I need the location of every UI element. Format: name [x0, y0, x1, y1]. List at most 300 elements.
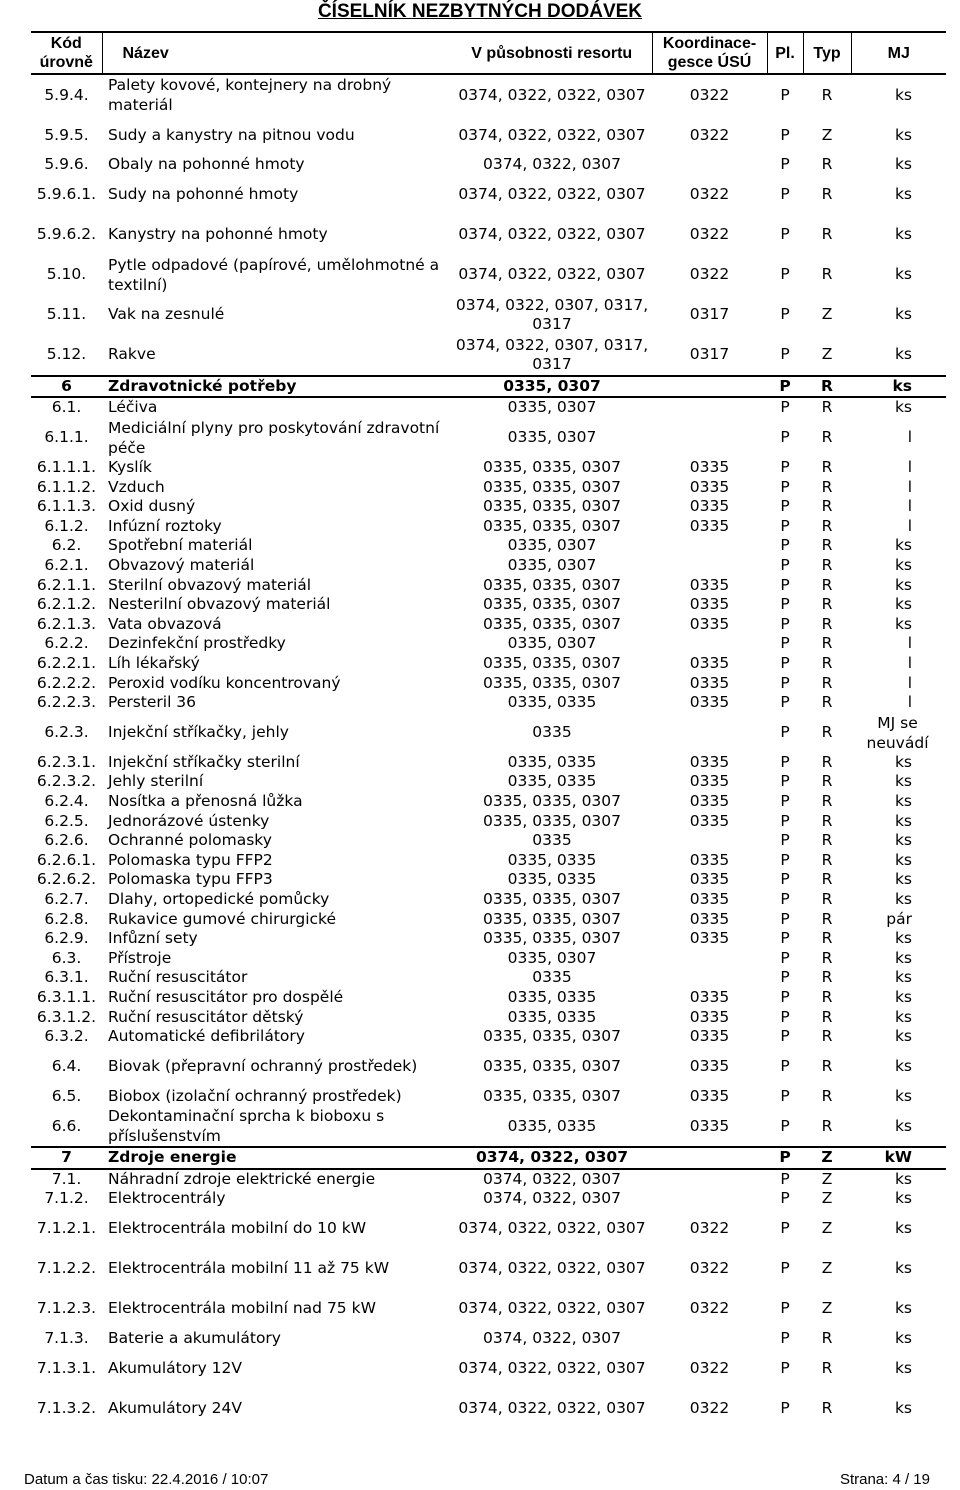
row-scope: 0335, 0307 — [507, 398, 597, 417]
row-mj: ks — [894, 948, 912, 967]
row-scope: 0335, 0335 — [507, 870, 597, 889]
row-typ: R — [821, 1116, 833, 1135]
row-name: Elektrocentrály — [108, 1189, 226, 1208]
row-scope: 0335, 0335 — [507, 772, 597, 791]
row-name: Kanystry na pohonné hmoty — [108, 225, 328, 244]
row-mj: ks — [894, 595, 912, 614]
row-name: Biobox (izolační ochranný prostředek) — [108, 1086, 402, 1105]
row-coordination: 0322 — [689, 125, 730, 144]
row-typ: R — [821, 265, 833, 284]
row-code: 6.2.2.3. — [36, 693, 97, 712]
row-coordination: 0335 — [689, 477, 730, 496]
row-typ: R — [821, 477, 833, 496]
row-typ: R — [821, 870, 833, 889]
row-coordination: 0335 — [689, 1116, 730, 1135]
row-pl: P — [767, 1147, 803, 1169]
row-coordination: 0335 — [689, 811, 730, 830]
row-typ: R — [821, 929, 833, 948]
row-typ: R — [821, 1007, 833, 1026]
row-code: 7.1.3.1. — [36, 1358, 97, 1377]
row-name: Elektrocentrála mobilní do 10 kW — [108, 1219, 367, 1238]
table-row — [31, 693, 946, 713]
row-pl: P — [780, 850, 790, 869]
row-pl: P — [780, 791, 790, 810]
row-coordination: 0335 — [689, 791, 730, 810]
row-code: 7.1.2.3. — [36, 1299, 97, 1318]
row-pl: P — [780, 1086, 790, 1105]
table-row — [31, 1289, 946, 1329]
row-code: 5.9.6.2. — [36, 225, 97, 244]
table-row — [31, 215, 946, 255]
row-mj: ks — [894, 265, 912, 284]
row-name: Injekční stříkačky sterilní — [108, 752, 300, 771]
row-scope: 0335, 0335 — [507, 1116, 597, 1135]
table-body — [31, 74, 946, 1428]
row-coordination: 0335 — [689, 772, 730, 791]
row-name: Sterilní obvazový materiál — [108, 575, 312, 594]
row-scope: 0374, 0322, 0307, 0317, 0317 — [455, 295, 649, 333]
table-row — [31, 890, 946, 910]
table-row — [31, 458, 946, 478]
table-row — [31, 1027, 946, 1047]
page-number: Strana: 4 / 19 — [839, 1471, 930, 1488]
row-mj: l — [907, 497, 912, 516]
row-name: Ruční resuscitátor dětský — [108, 1007, 304, 1026]
row-mj: ks — [894, 1086, 912, 1105]
row-scope: 0335, 0335, 0307 — [482, 791, 622, 810]
row-coordination: 0322 — [689, 85, 730, 104]
row-typ: R — [821, 556, 833, 575]
row-mj: ks — [894, 125, 912, 144]
row-code: 6.3.2. — [44, 1027, 89, 1046]
row-code: 6.1.1.2. — [36, 477, 97, 496]
row-code: 6.2.3.2. — [36, 772, 97, 791]
row-mj: ks — [894, 870, 912, 889]
row-coordination: 0335 — [689, 752, 730, 771]
table-row — [31, 74, 946, 115]
row-pl: P — [780, 477, 790, 496]
row-coordination: 0335 — [689, 1007, 730, 1026]
row-coordination — [652, 1147, 767, 1169]
row-name: Infůzní sety — [108, 929, 198, 948]
row-scope: 0374, 0322, 0322, 0307 — [458, 85, 646, 104]
row-coordination — [652, 713, 767, 753]
row-coordination: 0335 — [689, 870, 730, 889]
row-mj: l — [907, 634, 912, 653]
row-coordination — [652, 831, 767, 851]
header-coordination: Koordinace-gesce ÚSÚ — [652, 32, 767, 74]
table-row — [31, 1348, 946, 1388]
table-row — [31, 335, 946, 376]
header-code: Kód úrovně — [31, 32, 102, 74]
row-mj: ks — [894, 225, 912, 244]
row-mj: ks — [894, 1116, 912, 1135]
row-coordination: 0335 — [689, 987, 730, 1006]
row-pl: P — [780, 1219, 790, 1238]
row-pl: P — [780, 889, 790, 908]
table-row — [31, 831, 946, 851]
row-mj: ks — [894, 536, 912, 555]
row-pl: P — [780, 458, 790, 477]
row-code: 5.9.6.1. — [36, 185, 97, 204]
row-coordination: 0322 — [689, 1259, 730, 1278]
table-row — [31, 1388, 946, 1428]
row-coordination: 0322 — [689, 225, 730, 244]
row-typ: Z — [821, 1219, 833, 1238]
table-row — [31, 497, 946, 517]
row-typ: R — [821, 1358, 833, 1377]
row-code: 6.5. — [51, 1086, 82, 1105]
row-pl: P — [780, 909, 790, 928]
row-mj: ks — [894, 1259, 912, 1278]
row-typ: R — [821, 185, 833, 204]
row-name: Ruční resuscitátor pro dospělé — [108, 987, 344, 1006]
row-scope: 0335, 0335 — [507, 850, 597, 869]
row-typ: Z — [821, 1169, 833, 1188]
row-typ: R — [821, 634, 833, 653]
row-coordination — [652, 397, 767, 418]
row-code: 6.1. — [51, 398, 82, 417]
row-code: 6.2.1.3. — [36, 614, 97, 633]
row-coordination — [652, 418, 767, 458]
row-scope: 0335 — [532, 723, 572, 741]
row-typ: R — [821, 398, 833, 417]
row-scope: 0335, 0335, 0307 — [482, 1027, 622, 1046]
row-scope: 0335, 0307 — [507, 536, 597, 555]
row-pl: P — [780, 634, 790, 653]
row-mj: l — [907, 654, 912, 673]
row-pl: P — [780, 1189, 790, 1208]
row-coordination — [652, 155, 767, 175]
row-mj: ks — [894, 791, 912, 810]
row-name: Dlahy, ortopedické pomůcky — [108, 889, 330, 908]
row-coordination — [652, 536, 767, 556]
row-scope: 0335, 0335, 0307 — [482, 1056, 622, 1075]
row-name: Akumulátory 12V — [108, 1358, 243, 1377]
row-name: Akumulátory 24V — [108, 1398, 243, 1417]
row-pl: P — [780, 398, 790, 417]
table-row — [31, 1086, 946, 1106]
row-coordination: 0322 — [689, 1398, 730, 1417]
row-pl: P — [780, 1116, 790, 1135]
row-pl: P — [780, 673, 790, 692]
row-mj: l — [907, 477, 912, 496]
row-typ: R — [821, 987, 833, 1006]
row-scope: 0335, 0335 — [507, 693, 597, 712]
row-name: Spotřební materiál — [108, 536, 253, 555]
row-typ: R — [821, 614, 833, 633]
row-coordination: 0335 — [689, 693, 730, 712]
row-coordination: 0335 — [689, 850, 730, 869]
row-mj: ks — [894, 811, 912, 830]
row-coordination: 0322 — [689, 1219, 730, 1238]
row-typ: R — [821, 772, 833, 791]
row-name: Rakve — [108, 345, 156, 364]
table-row — [31, 397, 946, 418]
table-row — [31, 575, 946, 595]
row-scope: 0374, 0322, 0307 — [482, 1169, 622, 1188]
row-code: 6.3. — [51, 948, 82, 967]
row-coordination: 0335 — [689, 575, 730, 594]
table-row — [31, 929, 946, 949]
row-mj: ks — [894, 575, 912, 594]
row-typ: R — [821, 752, 833, 771]
row-scope: 0374, 0322, 0322, 0307 — [458, 1219, 646, 1238]
row-typ: R — [821, 155, 833, 174]
row-pl: P — [780, 1299, 790, 1318]
row-mj: ks — [894, 889, 912, 908]
row-pl: P — [780, 305, 790, 324]
row-typ: R — [821, 909, 833, 928]
table-row — [31, 376, 946, 398]
row-mj: ks — [894, 1358, 912, 1377]
row-scope: 0335, 0307 — [507, 948, 597, 967]
row-scope: 0374, 0322, 0307, 0317, 0317 — [455, 335, 649, 373]
table-row — [31, 988, 946, 1008]
row-pl: P — [780, 614, 790, 633]
row-scope: 0335, 0335, 0307 — [482, 595, 622, 614]
row-pl: P — [780, 155, 790, 174]
table-row — [31, 556, 946, 576]
row-name: Baterie a akumulátory — [108, 1329, 281, 1348]
row-typ: R — [821, 1329, 833, 1348]
header-name-label: Název — [122, 44, 169, 62]
row-scope: 0374, 0322, 0322, 0307 — [458, 1259, 646, 1278]
row-name: Sudy na pohonné hmoty — [108, 185, 299, 204]
row-scope: 0374, 0322, 0322, 0307 — [458, 265, 646, 284]
row-typ: R — [821, 1056, 833, 1075]
row-name: Peroxid vodíku koncentrovaný — [108, 673, 341, 692]
row-code: 7.1.2.2. — [36, 1259, 97, 1278]
row-pl: P — [780, 987, 790, 1006]
table-row — [31, 1189, 946, 1209]
row-scope: 0335, 0335, 0307 — [482, 614, 622, 633]
table-row — [31, 811, 946, 831]
row-mj: ks — [894, 1398, 912, 1417]
row-pl: P — [780, 929, 790, 948]
row-coordination — [652, 1329, 767, 1349]
row-pl: P — [780, 693, 790, 712]
row-scope: 0335, 0335, 0307 — [482, 575, 622, 594]
row-name: Automatické defibrilátory — [108, 1027, 305, 1046]
row-scope: 0335, 0335 — [507, 987, 597, 1006]
row-coordination: 0335 — [689, 595, 730, 614]
row-name: Mediciální plyny pro poskytování zdravotní péče — [108, 418, 440, 457]
table-row — [31, 155, 946, 175]
row-pl: P — [780, 225, 790, 244]
row-code: 6.2.2.1. — [36, 654, 97, 673]
row-code: 6.2.6.2. — [36, 870, 97, 889]
row-coordination: 0335 — [689, 497, 730, 516]
row-coordination: 0322 — [689, 1299, 730, 1318]
table-row — [31, 115, 946, 155]
row-scope: 0335, 0335 — [507, 1007, 597, 1026]
document-title: ČÍSELNÍK NEZBYTNÝCH DODÁVEK — [317, 1, 643, 22]
row-typ: R — [821, 225, 833, 244]
row-code: 6 — [31, 376, 102, 398]
row-code: 6.2.7. — [44, 889, 89, 908]
row-scope: 0374, 0322, 0307 — [482, 1189, 622, 1208]
row-code: 6.1.1.3. — [36, 497, 97, 516]
row-pl: P — [780, 497, 790, 516]
row-pl: P — [780, 870, 790, 889]
table-header-row — [31, 32, 946, 74]
row-pl: P — [780, 1259, 790, 1278]
table-row — [31, 295, 946, 335]
row-pl: P — [780, 345, 790, 364]
row-mj: ks — [894, 831, 912, 850]
row-mj: ks — [894, 85, 912, 104]
table-row — [31, 1046, 946, 1086]
row-name: Vata obvazová — [108, 614, 222, 633]
row-mj: l — [907, 516, 912, 535]
row-mj: ks — [894, 968, 912, 987]
row-name: Obvazový materiál — [108, 556, 255, 575]
row-name: Polomaska typu FFP2 — [108, 850, 273, 869]
table-row — [31, 1329, 946, 1349]
row-pl: P — [780, 1027, 790, 1046]
row-name: Injekční stříkačky, jehly — [108, 723, 289, 741]
row-scope: 0335, 0335, 0307 — [482, 1086, 622, 1105]
row-typ: R — [821, 889, 833, 908]
row-typ: R — [821, 811, 833, 830]
row-typ: Z — [821, 1189, 833, 1208]
row-coordination — [652, 1189, 767, 1209]
row-mj: ks — [894, 398, 912, 417]
table-row — [31, 870, 946, 890]
row-typ: Z — [803, 1147, 851, 1169]
row-typ: Z — [821, 1299, 833, 1318]
table-row — [31, 1209, 946, 1249]
row-scope: 0335 — [532, 968, 572, 987]
row-typ: R — [821, 536, 833, 555]
table-row — [31, 792, 946, 812]
row-coordination — [652, 1169, 767, 1190]
row-scope: 0374, 0322, 0307 — [482, 155, 622, 174]
row-code: 6.2.3. — [44, 723, 89, 741]
row-pl: P — [780, 556, 790, 575]
table-row — [31, 1249, 946, 1289]
row-coordination: 0317 — [689, 305, 730, 324]
row-code: 6.2.2. — [44, 634, 89, 653]
row-code: 7 — [31, 1147, 102, 1169]
row-mj: ks — [894, 1007, 912, 1026]
row-typ: R — [821, 831, 833, 850]
row-code: 6.1.2. — [44, 516, 89, 535]
row-mj: l — [907, 458, 912, 477]
row-coordination: 0322 — [689, 185, 730, 204]
row-name: Obaly na pohonné hmoty — [108, 155, 305, 174]
row-pl: P — [767, 376, 803, 398]
table-row — [31, 1147, 946, 1169]
row-scope: 0335, 0335, 0307 — [482, 889, 622, 908]
header-mj: MJ — [851, 32, 946, 74]
table-row — [31, 634, 946, 654]
row-scope: 0335, 0335, 0307 — [482, 516, 622, 535]
row-coordination: 0322 — [689, 1358, 730, 1377]
row-scope: 0374, 0322, 0307 — [482, 1329, 622, 1348]
table-row — [31, 595, 946, 615]
row-mj: l — [907, 693, 912, 712]
row-mj: ks — [894, 1056, 912, 1075]
header-scope: V působnosti resortu — [452, 32, 652, 74]
table-row — [31, 418, 946, 458]
row-code: 6.2.8. — [44, 909, 89, 928]
row-coordination: 0322 — [689, 265, 730, 284]
row-coordination — [652, 556, 767, 576]
row-scope: 0335, 0335, 0307 — [482, 929, 622, 948]
row-code: 5.12. — [46, 345, 87, 364]
row-code: 6.2. — [51, 536, 82, 555]
row-name: Polomaska typu FFP3 — [108, 870, 273, 889]
row-scope: 0335, 0307 — [507, 428, 597, 447]
table-row — [31, 1169, 946, 1190]
row-scope: 0374, 0322, 0322, 0307 — [458, 1299, 646, 1318]
row-typ: R — [821, 1027, 833, 1046]
row-typ: R — [821, 948, 833, 967]
row-pl: P — [780, 968, 790, 987]
row-code: 6.1.1.1. — [36, 458, 97, 477]
row-pl: P — [780, 516, 790, 535]
table-row — [31, 948, 946, 968]
table-row — [31, 255, 946, 295]
row-mj: ks — [894, 987, 912, 1006]
row-code: 7.1.2.1. — [36, 1219, 97, 1238]
row-coordination — [652, 376, 767, 398]
row-name: Nosítka a přenosná lůžka — [108, 791, 303, 810]
row-pl: P — [780, 1007, 790, 1026]
row-name: Oxid dusný — [108, 497, 196, 516]
row-coordination: 0335 — [689, 909, 730, 928]
row-code: 6.3.1. — [44, 968, 89, 987]
row-name: Nesterilní obvazový materiál — [108, 595, 331, 614]
table-row — [31, 536, 946, 556]
row-mj: ks — [894, 1189, 912, 1208]
table-row — [31, 673, 946, 693]
table-row — [31, 477, 946, 497]
row-code: 7.1. — [51, 1169, 82, 1188]
row-typ: R — [821, 1086, 833, 1105]
row-mj: ks — [894, 850, 912, 869]
row-mj: MJ se neuvádí — [866, 713, 929, 752]
row-code: 6.6. — [51, 1116, 82, 1135]
row-mj: kW — [851, 1147, 946, 1169]
row-coordination: 0335 — [689, 458, 730, 477]
row-mj: ks — [894, 1169, 912, 1188]
row-name: Dezinfekční prostředky — [108, 634, 286, 653]
row-name: Jednorázové ústenky — [108, 811, 270, 830]
row-pl: P — [780, 1169, 790, 1188]
row-pl: P — [780, 1398, 790, 1417]
row-scope: 0335, 0335, 0307 — [482, 477, 622, 496]
row-typ: R — [821, 1398, 833, 1417]
row-name: Jehly sterilní — [108, 772, 204, 791]
row-typ: R — [821, 575, 833, 594]
row-code: 5.9.6. — [44, 155, 89, 174]
row-scope: 0374, 0322, 0322, 0307 — [458, 185, 646, 204]
row-typ: Z — [821, 305, 833, 324]
row-pl: P — [780, 536, 790, 555]
row-pl: P — [780, 125, 790, 144]
row-name: Pytle odpadové (papírové, umělohmotné a textilní) — [108, 255, 440, 294]
row-code: 6.2.1.1. — [36, 575, 97, 594]
row-mj: ks — [894, 1299, 912, 1318]
row-typ: R — [821, 428, 833, 447]
row-coordination: 0335 — [689, 654, 730, 673]
row-code: 6.2.3.1. — [36, 752, 97, 771]
row-scope: 0335, 0335, 0307 — [482, 909, 622, 928]
row-mj: l — [907, 673, 912, 692]
